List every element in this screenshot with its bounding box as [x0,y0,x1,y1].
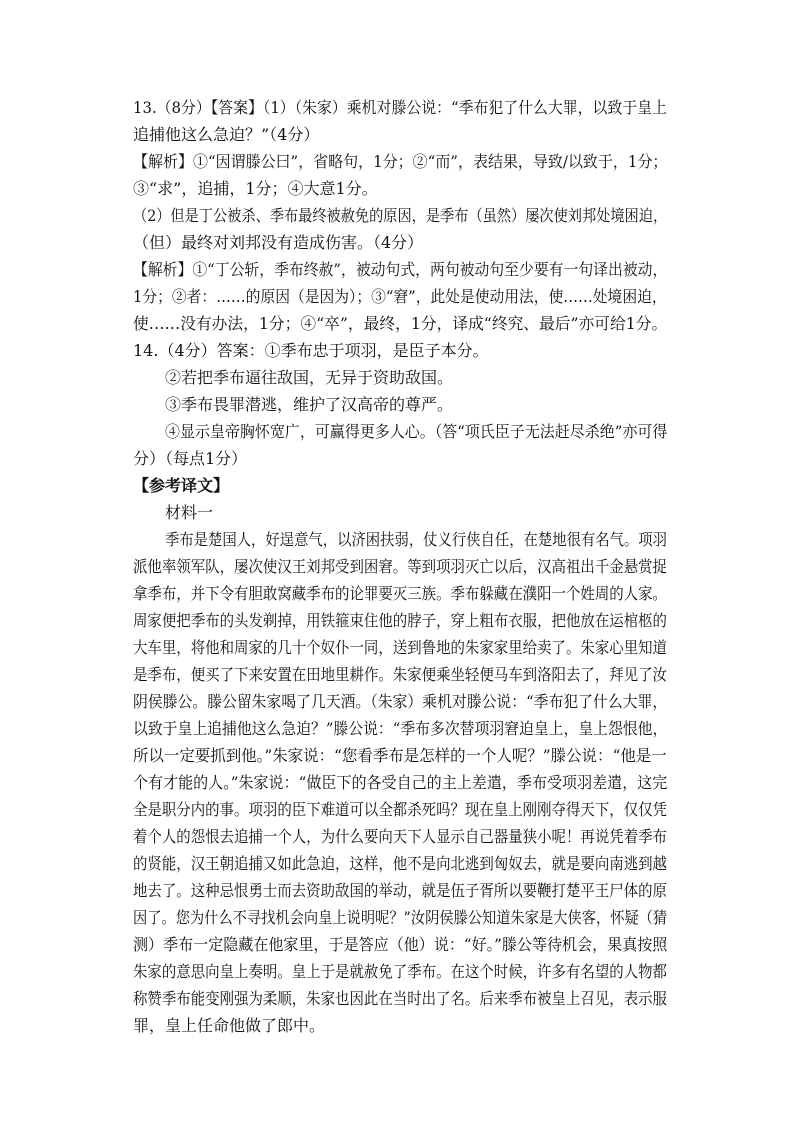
q13-part2-line-1: （2）但是丁公被杀、季布最终被赦免的原因，是季布（虽然）屡次使刘邦处境困迫， [133,206,668,225]
translation-line: 全是职分内的事。项羽的臣下难道可以全都杀死吗？现在皇上刚刚夺得天下，仅仅凭 [133,800,667,819]
translation-line: 拿季布，并下令有胆敢窝藏季布的论罪要灭三族。季布躲藏在濮阳一个姓周的人家。 [133,584,667,603]
q13-analysis-line-1: 【解析】①“因谓滕公曰”，省略句，1分；②“而”，表结果，导致/以致于，1分； [133,152,668,171]
translation-line: 派他率领军队，屡次使汉王刘邦受到困窘。等到项羽灭亡以后，汉高祖出千金悬赏捉 [133,557,667,576]
translation-line: 以致于皇上追捕他这么急迫？”滕公说：“季布多次替项羽窘迫皇上，皇上怨恨他， [133,719,668,738]
q13-part2-analysis-line-1: 【解析】①“丁公斩，季布终赦”，被动句式，两句被动句至少要有一句译出被动， [133,260,668,279]
q14-answer-line-1: 14.（4分）答案：①季布忠于项羽，是臣子本分。 [133,341,489,360]
q13-part2-line-2: （但）最终对刘邦没有造成伤害。（4分） [133,233,424,252]
q13-part2-analysis-line-2: 1分；②者：……的原因（是因为）；③“窘”，此处是使动用法，使……处境困迫， [133,287,667,306]
translation-line: 个有才能的人。”朱家说：“做臣下的各受自己的主上差遣，季布受项羽差遣，这完 [133,773,668,792]
q14-answer-point-4: ④显示皇帝胸怀宽广，可赢得更多人心。（答“项氏臣子无法赶尽杀绝”亦可得 [165,422,668,441]
translation-line: 大车里，将他和周家的几十个奴仆一同，送到鲁地的朱家家里给卖了。朱家心里知道 [133,638,667,657]
translation-line: 所以一定要抓到他。”朱家说：“您看季布是怎样的一个人呢？”滕公说：“他是一 [133,746,667,765]
translation-line: 罪，皇上任命他做了郎中。 [133,1016,326,1035]
q13-answer-line-2: 追捕他这么急迫？”（4分） [133,125,320,144]
q13-answer-line-1: 13.（8分）【答案】（1）（朱家）乘机对滕公说：“季布犯了什么大罪，以致于皇上 [133,98,667,117]
reference-translation-heading: 【参考译文】 [133,476,230,495]
translation-line: 着个人的怨恨去追捕一个人，为什么要向天下人显示自己器量狭小呢！再说凭着季布 [133,827,667,846]
translation-line: 周家便把季布的头发剃掉，用铁箍束住他的脖子，穿上粗布衣服，把他放在运棺柩的 [133,611,667,630]
translation-line: 是季布，便买了下来安置在田地里耕作。朱家便乘坐轻便马车到洛阳去了，拜见了汝 [133,665,667,684]
q14-answer-point-3: ③季布畏罪潜逃，维护了汉高帝的尊严。 [165,395,454,414]
translation-line: 阴侯滕公。滕公留朱家喝了几天酒。（朱家）乘机对滕公说：“季布犯了什么大罪， [133,692,668,711]
q13-analysis-line-2: ③“求”，追捕，1分；④大意1分。 [133,179,378,198]
q14-answer-point-4-cont: 分）（每点1分） [133,449,248,468]
translation-line: 称赞季布能变刚强为柔顺，朱家也因此在当时出了名。后来季布被皇上召见，表示服 [133,989,667,1008]
translation-line: 季布是楚国人，好逞意气，以济困扶弱，仗义行侠自任，在楚地很有名气。项羽 [165,530,667,549]
q13-part2-analysis-line-3: 使……没有办法，1分；④“卒”，最终，1分，译成“终究、最后”亦可给1分。 [133,314,668,333]
translation-line: 的贤能，汉王朝追捕又如此急迫，这样，他不是向北逃到匈奴去，就是要向南逃到越 [133,854,667,873]
material-one-heading: 材料一 [165,503,214,522]
translation-line: 朱家的意思向皇上奏明。皇上于是就赦免了季布。在这个时候，许多有名望的人物都 [133,962,667,981]
translation-line: 地去了。这种忌恨勇士而去资助敌国的举动，就是伍子胥所以要鞭打楚平王尸体的原 [133,881,667,900]
translation-line: 测）季布一定隐藏在他家里，于是答应（他）说：“好。”滕公等待机会，果真按照 [133,935,668,954]
q14-answer-point-2: ②若把季布逼往敌国，无异于资助敌国。 [165,368,454,387]
translation-line: 因了。您为什么不寻找机会向皇上说明呢？”汝阴侯滕公知道朱家是大侠客，怀疑（猜 [133,908,668,927]
